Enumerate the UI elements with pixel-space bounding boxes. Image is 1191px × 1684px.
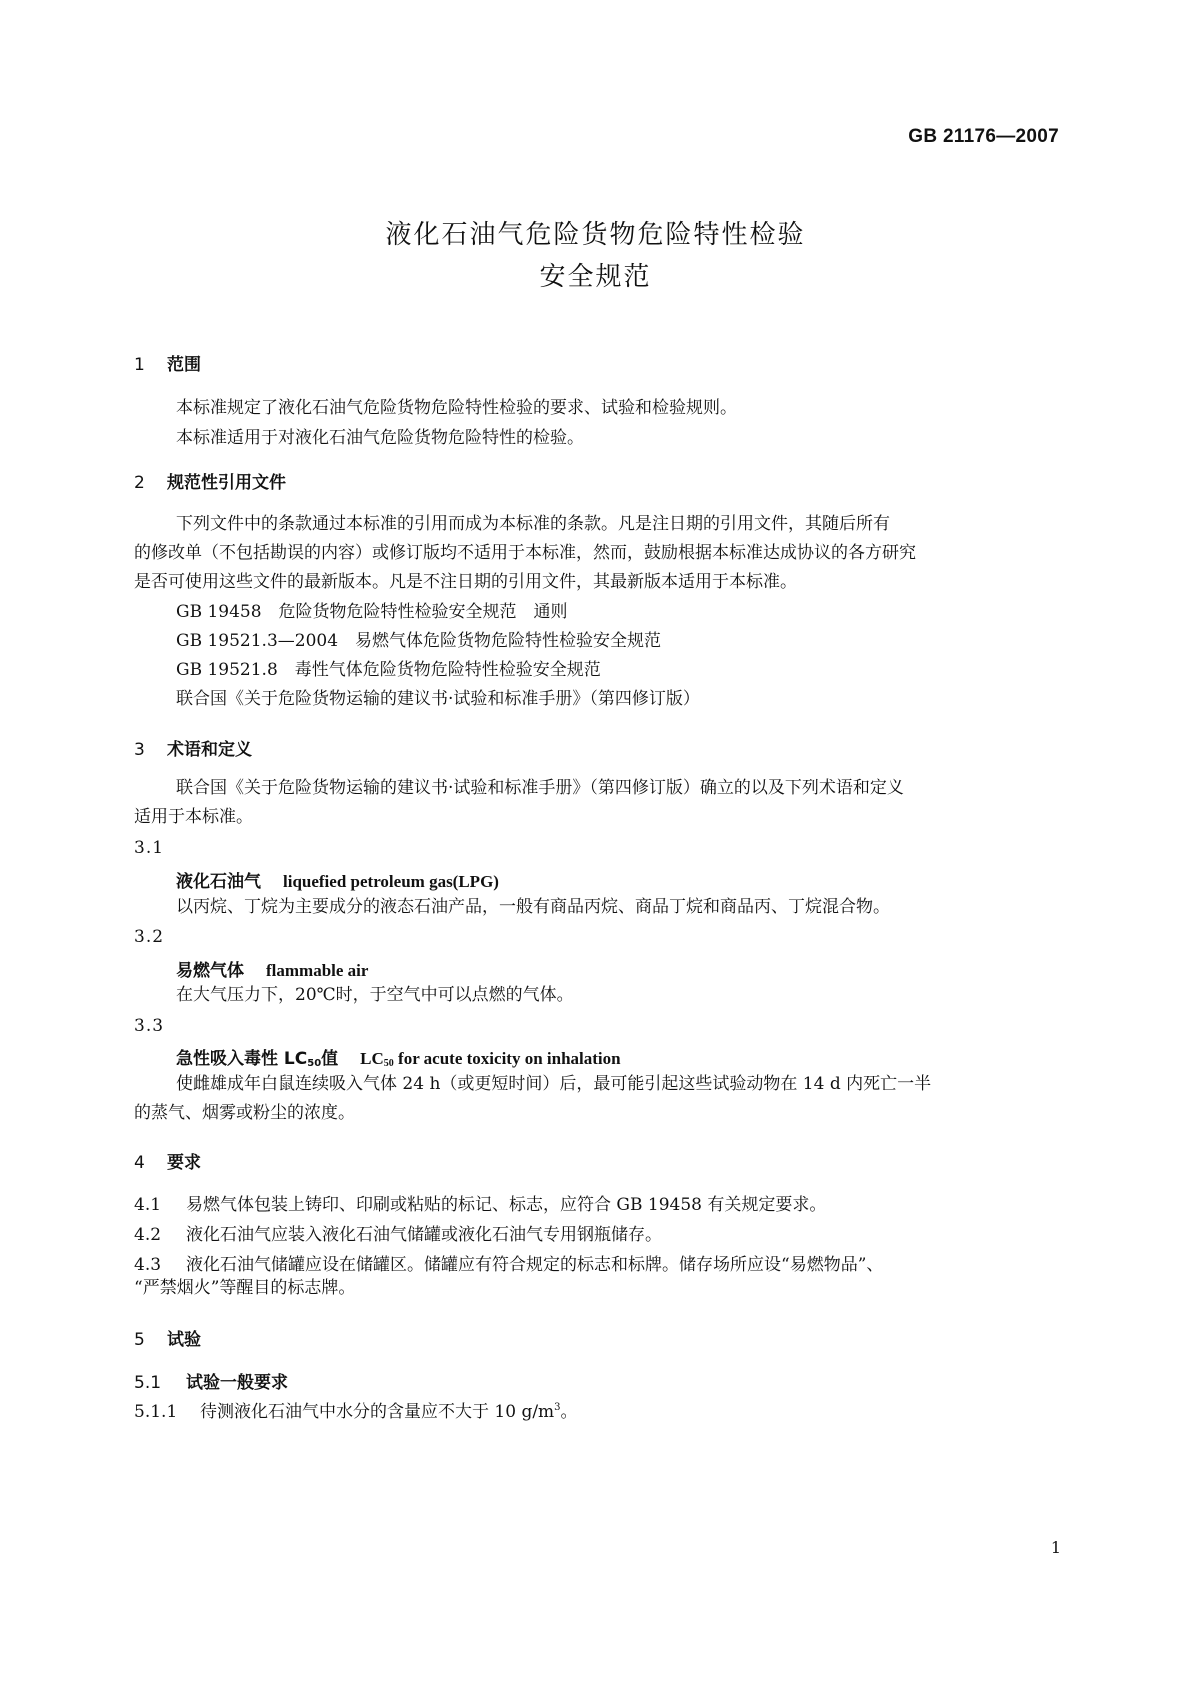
term-heading: [176, 956, 368, 981]
paragraph: 本标准规定了液化石油气危险货物危险特性检验的要求、试验和检验规则。: [176, 398, 737, 418]
reference-item: GB 19521.8 毒性气体危险货物危险特性检验安全规范: [176, 660, 601, 680]
paragraph-line: 下列文件中的条款通过本标准的引用而成为本标准的条款。凡是注日期的引用文件，其随后所有: [176, 514, 890, 534]
clause-number: 5.1.1: [134, 1402, 178, 1422]
paragraph-line: 是否可使用这些文件的最新版本。凡是不注日期的引用文件，其最新版本适用于本标准。: [134, 572, 797, 592]
term-definition-line: 的蒸气、烟雾或粉尘的浓度。: [134, 1103, 355, 1123]
term-english: [360, 1049, 620, 1068]
term-number: 3.3: [134, 1016, 165, 1036]
section-title: 要求: [167, 1153, 201, 1173]
clause-4-2: [134, 1220, 662, 1245]
section-3-heading: [134, 735, 252, 760]
paragraph: 本标准适用于对液化石油气危险货物危险特性的检验。: [176, 428, 584, 448]
subsection-5-1-heading: [134, 1368, 288, 1393]
section-title: 规范性引用文件: [167, 473, 286, 493]
term-chinese: 液化石油气: [176, 872, 261, 892]
document-title-line1: 液化石油气危险货物危险特性检验: [385, 220, 806, 250]
subscript: 50: [307, 1058, 322, 1069]
clause-number: 4.1: [134, 1195, 162, 1215]
clause-text: 液化石油气应装入液化石油气储罐或液化石油气专用钢瓶储存。: [186, 1225, 662, 1245]
section-number: 3: [134, 740, 145, 760]
subscript: 50: [383, 1058, 394, 1069]
clause-text-continuation: “严禁烟火”等醒目的标志牌。: [134, 1278, 356, 1298]
clause-4-1: [134, 1190, 826, 1215]
reference-item: GB 19521.3—2004 易燃气体危险货物危险特性检验安全规范: [176, 631, 662, 651]
clause-number: 4.2: [134, 1225, 162, 1245]
clause-number: 4.3: [134, 1255, 162, 1275]
section-5-heading: [134, 1325, 201, 1350]
subsection-number: 5.1: [134, 1373, 162, 1393]
term-heading: [176, 867, 499, 892]
document-title-line2: 安全规范: [539, 262, 652, 292]
subsection-title: 试验一般要求: [186, 1373, 288, 1393]
section-title: 术语和定义: [167, 740, 252, 760]
paragraph-line: 的修改单（不包括勘误的内容）或修订版均不适用于本标准，然而，鼓励根据本标准达成协议的各方研究: [134, 543, 916, 563]
section-title: 范围: [167, 355, 201, 375]
section-number: 2: [134, 473, 145, 493]
section-1-heading: [134, 350, 201, 375]
term-definition: 以丙烷、丁烷为主要成分的液态石油产品，一般有商品丙烷、商品丁烷和商品丙、丁烷混合物。: [176, 897, 890, 917]
section-2-heading: [134, 468, 286, 493]
section-number: 4: [134, 1153, 145, 1173]
clause-text-end: 。: [560, 1402, 578, 1422]
term-chinese: [176, 1049, 338, 1069]
term-definition: 在大气压力下，20℃时，于空气中可以点燃的气体。: [176, 985, 574, 1005]
term-number: 3.2: [134, 927, 165, 947]
term-english: liquefied petroleum gas(LPG): [283, 872, 499, 891]
clause-text: 液化石油气储罐应设在储罐区。储罐应有符合规定的标志和标牌。储存场所应设“易燃物品”、: [186, 1255, 884, 1275]
term-number: 3.1: [134, 838, 165, 858]
term-english-suffix: for acute toxicity on inhalation: [393, 1049, 621, 1068]
paragraph-line: 适用于本标准。: [134, 807, 253, 827]
term-chinese-suffix: 值: [321, 1049, 339, 1069]
section-number: 1: [134, 355, 145, 375]
clause-5-1-1: [134, 1397, 578, 1422]
term-chinese: 易燃气体: [176, 961, 244, 981]
reference-item: 联合国《关于危险货物运输的建议书·试验和标准手册》（第四修订版）: [176, 689, 700, 709]
section-number: 5: [134, 1330, 145, 1350]
clause-4-3: [134, 1250, 883, 1275]
section-4-heading: [134, 1148, 201, 1173]
page-number: 1: [1050, 1538, 1061, 1557]
superscript: 3: [554, 1402, 561, 1413]
section-title: 试验: [167, 1330, 201, 1350]
term-heading: [176, 1044, 621, 1069]
term-definition-line: 使雌雄成年白鼠连续吸入气体 24 h（或更短时间）后，最可能引起这些试验动物在 14 d 内死亡一半: [176, 1074, 932, 1094]
term-english: flammable air: [266, 961, 369, 980]
clause-text: 待测液化石油气中水分的含量应不大于 10 g/m: [200, 1402, 555, 1422]
reference-item: GB 19458 危险货物危险特性检验安全规范 通则: [176, 602, 568, 622]
standard-code: GB 21176—2007: [908, 126, 1059, 147]
term-chinese-text: 急性吸入毒性 LC: [176, 1049, 308, 1069]
term-english-text: LC: [360, 1049, 384, 1068]
clause-text: 易燃气体包装上铸印、印刷或粘贴的标记、标志，应符合 GB 19458 有关规定要求。: [186, 1195, 827, 1215]
paragraph-line: 联合国《关于危险货物运输的建议书·试验和标准手册》（第四修订版）确立的以及下列术语和定义: [176, 778, 904, 798]
